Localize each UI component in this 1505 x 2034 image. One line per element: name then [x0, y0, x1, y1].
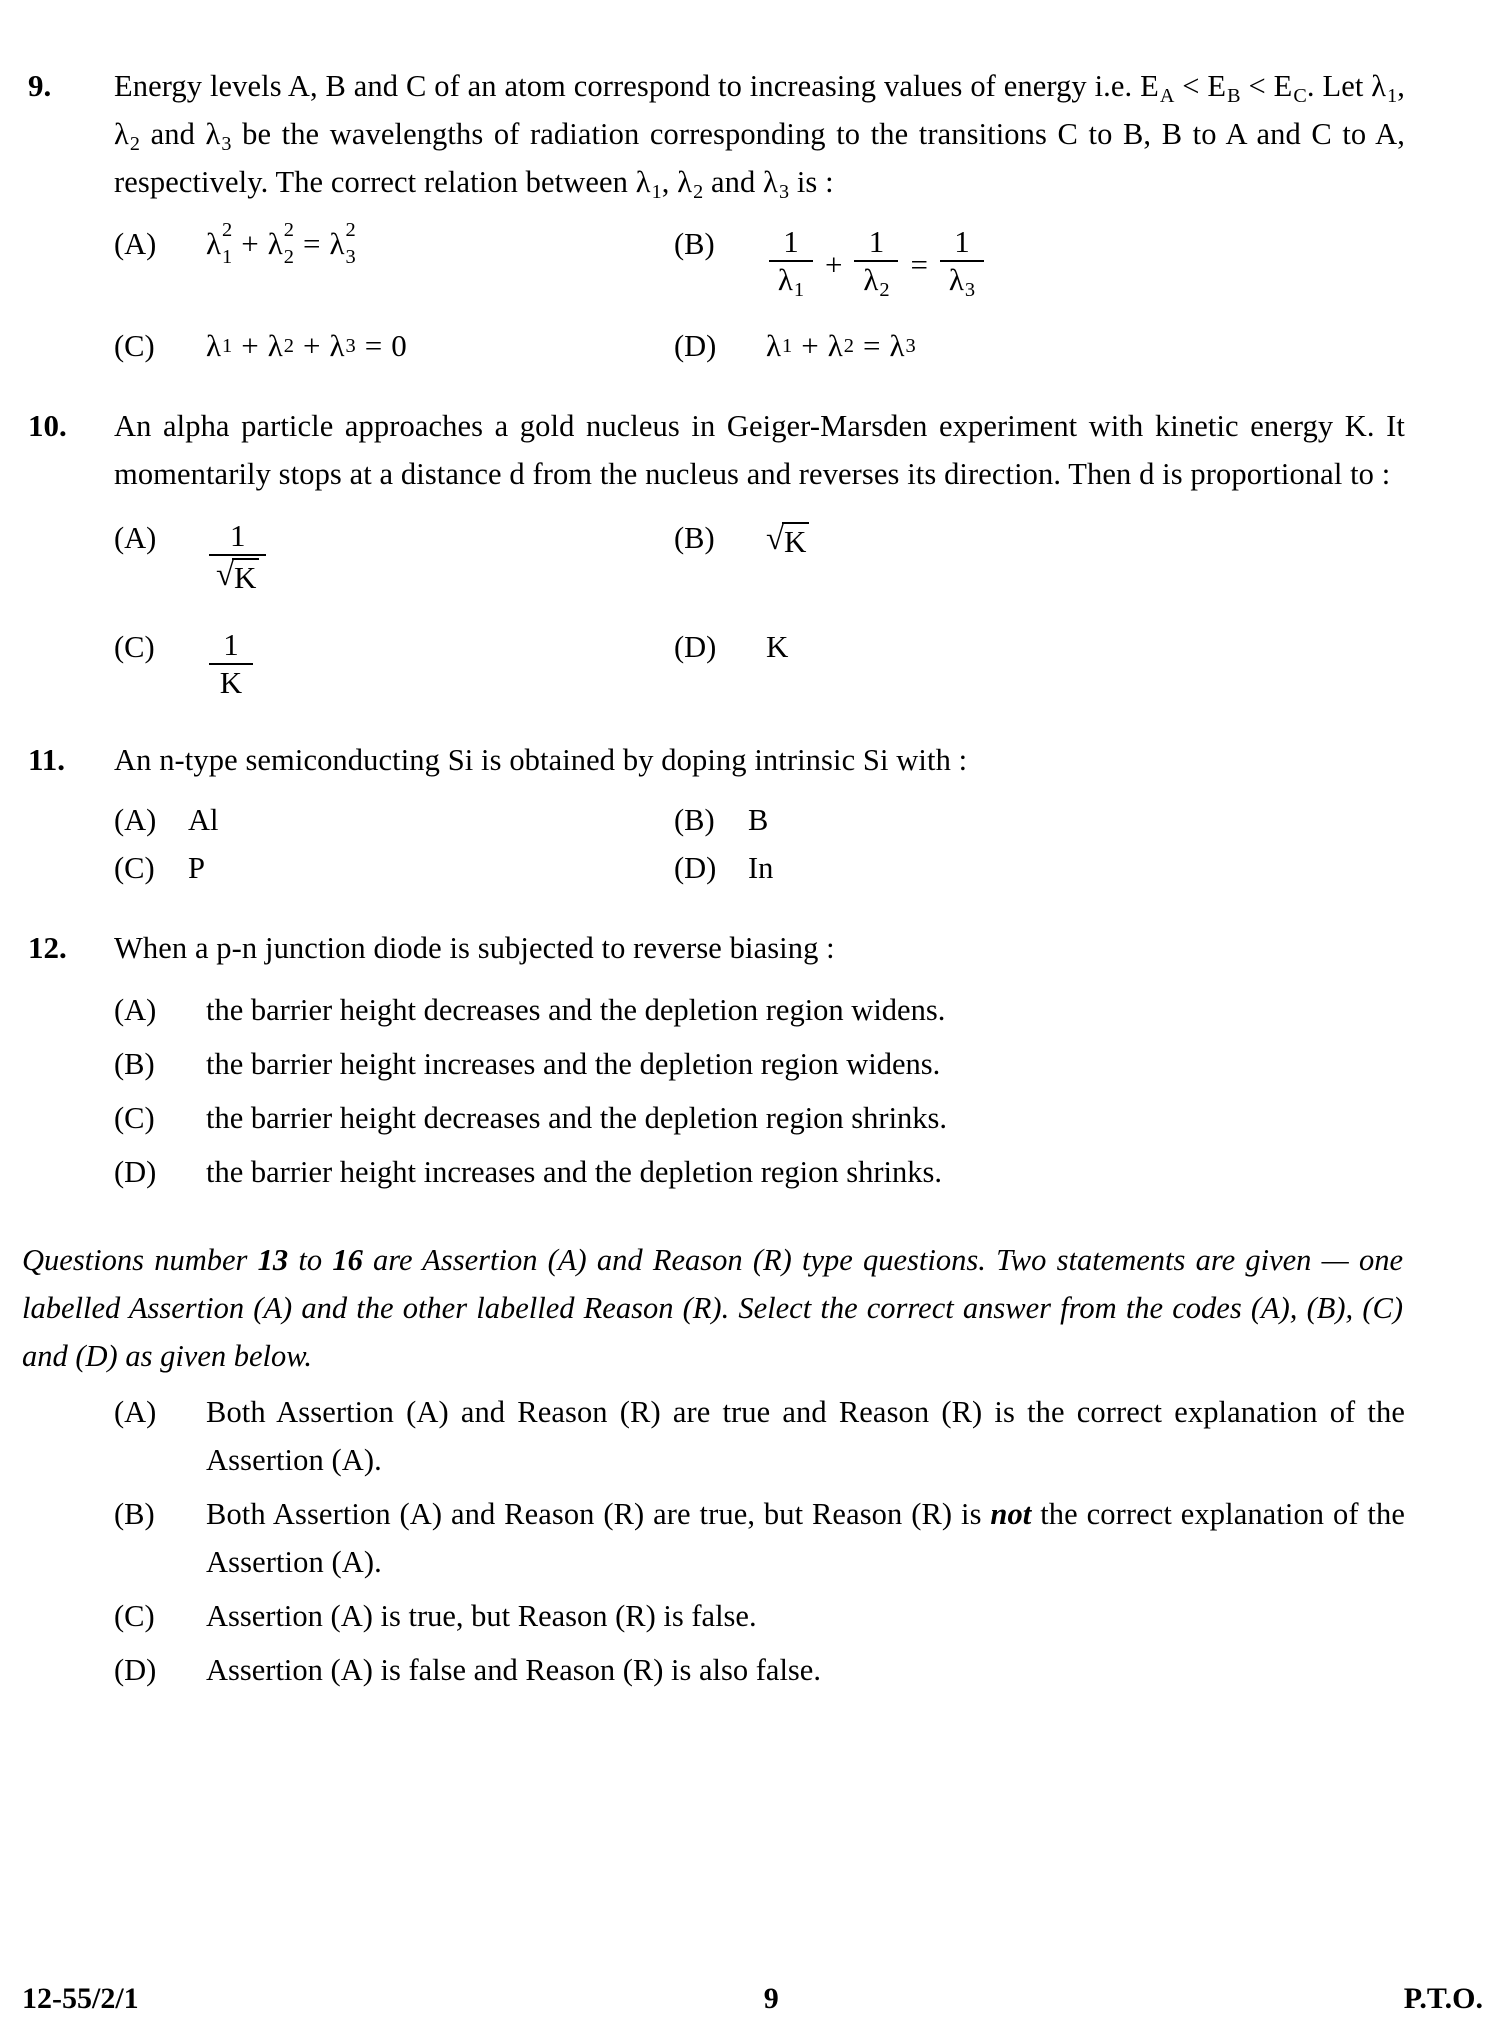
lambda-subscript: 3 [221, 133, 232, 156]
option-value [766, 322, 1405, 370]
page-footer [22, 1982, 1483, 2016]
lambda-symbol: λ [114, 117, 129, 151]
option-a[interactable] [114, 796, 674, 844]
radical-icon: √ [216, 557, 235, 594]
math-expression [206, 627, 256, 702]
question-text-part: is : [789, 165, 834, 199]
question-text-part: and [140, 117, 206, 151]
numerator: 1 [229, 518, 246, 554]
denominator [856, 262, 896, 301]
math-expression [766, 224, 987, 302]
exponent: 2 [283, 218, 294, 241]
math-expression [766, 522, 809, 559]
question-text-part: be the wavelengths of radiation corresponding to the transitions C to B, B to A and C to A, respectively. The correct relation between [114, 117, 1405, 199]
question-text-part: , [1397, 69, 1406, 103]
question-10 [22, 402, 1405, 702]
plus-operator: + [241, 328, 259, 364]
option-d[interactable] [674, 623, 1405, 702]
radical-icon: √ [766, 521, 785, 558]
option-b[interactable] [674, 220, 1405, 302]
lambda-symbol: λ [205, 117, 221, 151]
instruction-part: are Assertion (A) and Reason (R) type questions. Two statements are given — one labelled Assertion (A) and the other labelled Reason (R). Select the correct answer from the codes (A), (B), (C) and (D) as given below. [22, 1243, 1403, 1374]
option-value [206, 322, 674, 370]
option-label: (B) [674, 521, 715, 556]
equals-operator: = [302, 226, 321, 261]
option-value [766, 220, 1405, 302]
option-label: (D) [114, 1653, 157, 1688]
option-value [206, 623, 674, 702]
option-label: (B) [674, 803, 715, 838]
lambda-symbol: λ [827, 328, 843, 364]
question-11-options-row-2 [114, 844, 1405, 892]
question-text-part: Energy levels A, B and C of an atom correspond to increasing values of energy i.e. E [114, 69, 1159, 103]
option-label: (D) [114, 1155, 157, 1190]
option-d[interactable] [674, 844, 1405, 892]
code-option-c[interactable] [114, 1592, 1405, 1640]
fraction [940, 226, 984, 300]
question-11-options-row-1 [114, 796, 1405, 844]
lambda-symbol: λ [763, 165, 778, 199]
option-value: Assertion (A) is false and Reason (R) is also false. [206, 1653, 821, 1688]
subscript: 1 [222, 245, 233, 268]
lambda-symbol: λ [329, 328, 345, 364]
question-body [114, 402, 1405, 702]
question-text-part: and [703, 165, 764, 199]
square-root [766, 522, 809, 559]
option-b[interactable] [674, 514, 1405, 597]
lambda-symbol: λ [206, 328, 222, 364]
option-value: the barrier height decreases and the depletion region widens. [206, 993, 946, 1028]
question-text [114, 62, 1405, 206]
equals-operator: = [910, 247, 928, 283]
code-option-d[interactable] [114, 1646, 1405, 1694]
numerator: 1 [954, 224, 970, 259]
equals-operator: = [364, 328, 383, 364]
question-number: 9. [28, 68, 52, 103]
option-label: (B) [674, 227, 715, 261]
option-label: (D) [674, 851, 717, 886]
numerator: 1 [868, 224, 885, 259]
denominator [209, 556, 266, 595]
option-label: (B) [114, 1497, 155, 1532]
subscript: 2 [283, 335, 294, 358]
plus-operator: + [801, 328, 819, 364]
option-a[interactable] [114, 220, 674, 302]
option-label: (C) [114, 851, 155, 886]
radicand: K [232, 558, 259, 595]
question-10-options-row-2 [114, 623, 1405, 702]
math-expression [206, 518, 269, 597]
lambda-symbol: λ [329, 226, 345, 261]
zero-value: 0 [391, 328, 407, 364]
option-value: Both Assertion (A) and Reason (R) are true and Reason (R) is the correct explanation of the Assertion (A). [206, 1395, 1405, 1478]
codes-list [114, 1388, 1405, 1694]
option-d[interactable] [674, 322, 1405, 370]
question-12-options [114, 986, 1405, 1196]
option-value: P [188, 851, 205, 886]
question-body [114, 62, 1405, 370]
assertion-reason-instruction [22, 1236, 1405, 1380]
option-c[interactable] [114, 322, 674, 370]
paper-code: 12-55/2/1 [22, 1982, 139, 2015]
option-label: (C) [114, 630, 155, 665]
option-value-emphasis: not [990, 1497, 1032, 1532]
subscript: 1 [222, 335, 233, 358]
question-number: 10. [28, 408, 67, 444]
lambda-symbol: λ [267, 226, 283, 261]
option-label: (A) [114, 803, 157, 838]
code-option-a[interactable] [114, 1388, 1405, 1484]
subscript: 2 [879, 278, 890, 301]
fraction [209, 520, 266, 595]
subscript: 3 [345, 335, 356, 358]
plus-operator: + [302, 328, 321, 364]
lambda-symbol: λ [948, 261, 964, 297]
option-value-pre: Both Assertion (A) and Reason (R) are true, but Reason (R) is [206, 1497, 991, 1532]
lambda-symbol: λ [635, 165, 651, 199]
denominator: K [219, 665, 243, 701]
question-9-options-row-2 [114, 322, 1405, 370]
numerator: 1 [223, 627, 239, 663]
option-value: Al [188, 803, 219, 838]
fraction [209, 629, 253, 700]
denominator [942, 262, 982, 301]
question-number: 12. [28, 930, 67, 966]
math-expression [766, 322, 916, 370]
exponent: 2 [345, 218, 356, 241]
question-10-options-row-1 [114, 514, 1405, 597]
option-c[interactable] [114, 844, 674, 892]
option-label: (B) [114, 1047, 155, 1082]
question-text: An alpha particle approaches a gold nucleus in Geiger-Marsden experiment with kinetic energy K. It momentarily stops at a distance d from the nucleus and reverses its direction. Then d is proportional to : [114, 409, 1405, 492]
option-value [206, 220, 674, 268]
lambda-subscript: 2 [693, 181, 704, 204]
option-label: (A) [114, 1395, 157, 1430]
exponent: 2 [222, 218, 233, 241]
option-value [206, 1490, 1405, 1586]
lambda-symbol: λ [677, 165, 693, 199]
lambda-subscript: 1 [1387, 85, 1398, 108]
numerator: 1 [783, 224, 799, 259]
question-11 [22, 736, 1405, 892]
option-value [766, 623, 1405, 671]
plus-operator: + [825, 247, 843, 283]
option-b[interactable] [114, 1040, 1405, 1088]
option-label: (A) [114, 227, 157, 261]
option-value: the barrier height increases and the depletion region shrinks. [206, 1155, 942, 1190]
instruction-range-end: 16 [332, 1243, 363, 1278]
math-expression: K [766, 629, 789, 665]
subscript: 3 [964, 278, 976, 301]
option-value [766, 514, 1405, 562]
option-label: (C) [114, 1101, 155, 1136]
codes-body [114, 1388, 1405, 1700]
subscript-a: A [1159, 85, 1175, 108]
question-12 [22, 924, 1405, 1202]
math-expression [206, 322, 407, 370]
question-text-part: < E [1174, 69, 1227, 103]
option-label: (C) [114, 329, 155, 364]
option-value: B [748, 803, 769, 838]
radicand: K [782, 522, 809, 559]
subscript: 2 [843, 335, 854, 358]
option-label: (D) [674, 630, 717, 665]
instruction-part: to [288, 1243, 333, 1278]
option-label: (C) [114, 1599, 155, 1634]
subscript: 3 [345, 245, 356, 268]
lambda-subscript: 3 [778, 181, 790, 204]
option-b[interactable] [674, 796, 1405, 844]
option-value: In [748, 851, 774, 886]
option-label: (A) [114, 993, 157, 1028]
option-c[interactable] [114, 623, 674, 702]
square-root [216, 558, 259, 595]
subscript: 1 [793, 278, 805, 301]
option-label: (D) [674, 329, 717, 364]
lambda-symbol: λ [267, 328, 283, 364]
option-a[interactable] [114, 986, 1405, 1034]
lambda-symbol: λ [777, 261, 793, 297]
lambda-symbol: λ [1371, 69, 1387, 103]
question-text-part: < E [1240, 69, 1293, 103]
subscript: 1 [782, 335, 793, 358]
turn-over-label: P.T.O. [1403, 1982, 1483, 2015]
option-value: Assertion (A) is true, but Reason (R) is false. [206, 1599, 757, 1634]
option-d[interactable] [114, 1148, 1405, 1196]
subscript-c: C [1293, 85, 1307, 108]
denominator [771, 262, 811, 301]
lambda-symbol: λ [766, 328, 782, 364]
question-text: When a p-n junction diode is subjected to reverse biasing : [114, 931, 835, 966]
question-text-part: , [661, 165, 678, 199]
subscript: 2 [283, 245, 294, 268]
lambda-subscript: 1 [651, 181, 662, 204]
subscript: 3 [905, 335, 916, 358]
equals-operator: = [862, 328, 881, 364]
option-value: the barrier height decreases and the depletion region shrinks. [206, 1101, 948, 1136]
subscript-b: B [1227, 85, 1241, 108]
plus-operator: + [241, 226, 259, 261]
lambda-symbol: λ [206, 226, 222, 261]
question-text-part: . Let [1306, 69, 1372, 103]
option-a[interactable] [114, 514, 674, 597]
question-body [114, 924, 1405, 1202]
assertion-reason-codes [22, 1388, 1405, 1700]
question-number: 11. [28, 742, 66, 778]
lambda-subscript: 2 [129, 133, 141, 156]
fraction [854, 226, 898, 300]
option-c[interactable] [114, 1094, 1405, 1142]
lambda-symbol: λ [863, 261, 879, 297]
option-label: (A) [114, 521, 157, 556]
fraction [769, 226, 813, 300]
instruction-part: Questions number [22, 1243, 258, 1278]
question-9 [22, 62, 1405, 370]
math-expression [206, 220, 356, 268]
option-value-post: the correct explanation of the Assertion (A). [206, 1497, 1405, 1580]
code-option-b[interactable] [114, 1490, 1405, 1586]
question-9-options-row-1 [114, 220, 1405, 302]
page-number: 9 [763, 1982, 779, 2015]
option-value: the barrier height increases and the depletion region widens. [206, 1047, 941, 1082]
option-value [206, 514, 674, 597]
instruction-range-start: 13 [257, 1243, 289, 1278]
question-text: An n-type semiconducting Si is obtained by doping intrinsic Si with : [114, 743, 968, 778]
question-body [114, 736, 1405, 892]
lambda-symbol: λ [889, 328, 905, 364]
